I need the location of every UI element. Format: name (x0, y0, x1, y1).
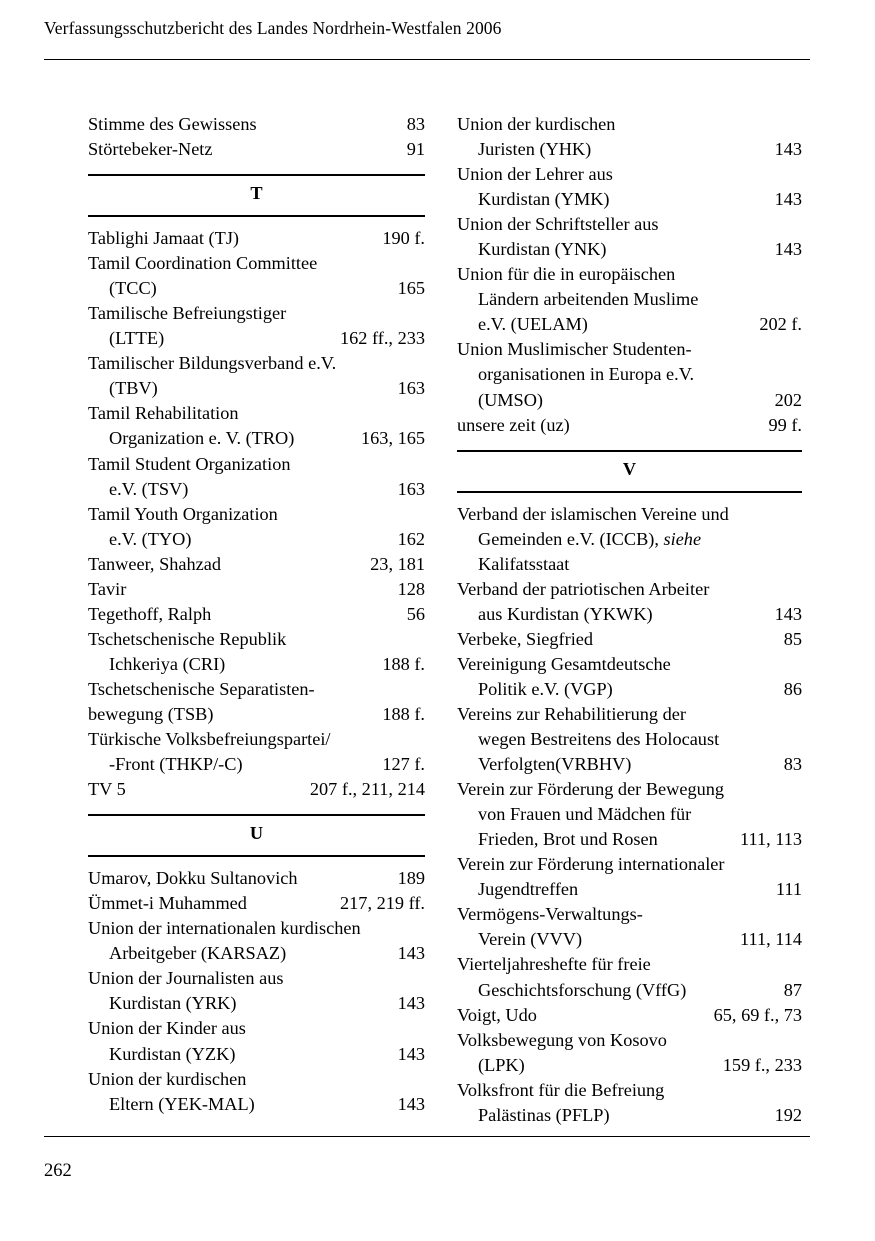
index-entry (457, 777, 802, 852)
index-entry-text: Union der Journalisten aus (88, 968, 284, 989)
index-entry-line (457, 1078, 802, 1103)
index-entry-line (457, 1103, 802, 1128)
index-entry-line (88, 627, 425, 652)
index-entry-line (88, 1092, 425, 1117)
index-page-reference: 162 (397, 528, 425, 549)
index-entry-line (88, 891, 425, 916)
index-entry-line (88, 866, 425, 891)
index-entry-line (457, 1053, 802, 1078)
index-entry-line (88, 602, 425, 627)
index-entry-text: Tschetschenische Separatisten- (88, 678, 315, 699)
index-page-reference: 143 (774, 139, 802, 160)
index-entry-line (457, 287, 802, 312)
index-page-reference: 202 (774, 389, 802, 410)
index-page-reference: 111, 113 (740, 829, 802, 850)
index-entry-line (457, 262, 802, 287)
index-entry-text: Palästinas (PFLP) (478, 1104, 610, 1125)
index-entry-text: Tanweer, Shahzad (88, 553, 222, 574)
index-page-reference: 111 (775, 879, 802, 900)
index-entry-text: Tegethoff, Ralph (88, 603, 212, 624)
index-entry-text: bewegung (TSB) (88, 703, 214, 724)
index-entry-line (88, 226, 425, 251)
index-page-reference: 143 (397, 993, 425, 1014)
index-page-reference: 65, 69 f., 73 (713, 1004, 802, 1025)
index-entry-text: Tamil Youth Organization (88, 503, 278, 524)
index-section-heading (88, 811, 425, 860)
header-divider-rule (44, 59, 810, 60)
index-page-reference: 143 (397, 943, 425, 964)
index-entry-text: Kurdistan (YRK) (109, 993, 237, 1014)
index-entry-text: (TCC) (109, 278, 157, 299)
index-page-reference: 85 (783, 628, 802, 649)
index-entry-line (457, 187, 802, 212)
index-entry (88, 226, 425, 251)
index-entry-line (88, 916, 425, 941)
index-page-reference: 111, 114 (740, 929, 802, 950)
section-rule-bottom (88, 215, 425, 217)
index-entry-line (88, 652, 425, 677)
index-entry-line (88, 752, 425, 777)
index-entry (457, 502, 802, 577)
index-entry-text: Umarov, Dokku Sultanovich (88, 868, 298, 889)
index-entry-text: Union der kurdischen (88, 1068, 247, 1089)
index-page-reference: 162 ff., 233 (340, 328, 425, 349)
index-entry-text: Union der Lehrer aus (457, 164, 613, 185)
section-letter: U (249, 823, 264, 844)
section-rule-bottom (88, 855, 425, 857)
index-entry (88, 966, 425, 1016)
index-entry-line (88, 966, 425, 991)
index-entry-text: Tschetschenische Republik (88, 628, 287, 649)
index-entry-text: Vereins zur Rehabilitierung der (457, 703, 686, 724)
index-entry (88, 401, 425, 451)
index-entry-line (457, 362, 802, 387)
index-page-reference: 87 (783, 979, 802, 1000)
index-entry-text: Eltern (YEK-MAL) (109, 1093, 255, 1114)
index-entry-text: Juristen (YHK) (478, 139, 592, 160)
index-page-reference: 128 (397, 578, 425, 599)
index-entry-line (88, 1016, 425, 1041)
index-page-reference: 143 (774, 239, 802, 260)
index-entry-line (457, 927, 802, 952)
section-rule-top (88, 814, 425, 816)
index-page-reference: 163 (397, 378, 425, 399)
index-entry-line (457, 852, 802, 877)
index-entry-line (88, 1067, 425, 1092)
index-entry-line (457, 827, 802, 852)
index-page-reference: 83 (406, 114, 425, 134)
index-entry (88, 577, 425, 602)
index-entry-line (457, 502, 802, 527)
index-entry-line (457, 237, 802, 262)
index-entry-line (88, 351, 425, 376)
index-entry-text: Tavir (88, 578, 127, 599)
index-entry-line (457, 877, 802, 902)
index-entry-text: Union der internationalen kurdischen (88, 918, 361, 939)
index-entry (457, 1078, 802, 1128)
index-page-reference: 86 (783, 678, 802, 699)
index-page-reference: 23, 181 (370, 553, 425, 574)
index-entry-text: Tamil Student Organization (88, 453, 291, 474)
index-page-reference: 56 (406, 603, 425, 624)
index-entry-text: Verband der patriotischen Arbeiter (457, 578, 710, 599)
index-entry-text: (TBV) (109, 378, 158, 399)
index-entry (88, 727, 425, 777)
index-entry-line (88, 502, 425, 527)
index-entry-text: Verein (VVV) (478, 929, 583, 950)
index-entry-text: Ländern arbeitenden Muslime (478, 289, 699, 310)
index-entry-line (457, 902, 802, 927)
index-entry-text: Kurdistan (YMK) (478, 189, 610, 210)
index-entry-line (457, 212, 802, 237)
index-entry-line (457, 702, 802, 727)
index-entry-line (457, 112, 802, 137)
index-entry-line (88, 702, 425, 727)
index-entry (88, 777, 425, 802)
index-entry-text: TV 5 (88, 779, 126, 800)
section-rule-top (457, 450, 802, 452)
index-page-reference: 190 f. (382, 228, 425, 249)
index-entry-text: Störtebeker-Netz (88, 139, 213, 160)
index-column-left (88, 112, 425, 1117)
index-entry-line (88, 452, 425, 477)
index-entry (88, 891, 425, 916)
index-entry-text: Tamil Rehabilitation (88, 403, 239, 424)
index-entry-line (457, 552, 802, 577)
index-entry-line (88, 251, 425, 276)
index-entry-text: Arbeitgeber (KARSAZ) (109, 943, 287, 964)
index-entry-text: unsere zeit (uz) (457, 414, 570, 435)
section-letter: V (622, 458, 637, 479)
index-entry-line (88, 552, 425, 577)
section-letter: T (250, 183, 263, 204)
index-entry-text: Union der Schriftsteller aus (457, 214, 659, 235)
section-rule-top (88, 174, 425, 176)
index-entry-text: Jugendtreffen (478, 879, 579, 900)
index-entry (88, 251, 425, 301)
index-entry-text: e.V. (UELAM) (478, 314, 588, 335)
index-entry-line (457, 577, 802, 602)
index-entry (88, 502, 425, 552)
index-entry-text: Tamil Coordination Committee (88, 253, 318, 274)
index-entry-line (88, 112, 425, 137)
index-entry-line (457, 677, 802, 702)
index-entry-text: Union der Kinder aus (88, 1018, 246, 1039)
index-entry (457, 413, 802, 438)
index-entry-text: Verein zur Förderung internationaler (457, 854, 725, 875)
index-entry-text: Ichkeriya (CRI) (109, 653, 226, 674)
index-entry-line (457, 727, 802, 752)
index-entry-line (88, 426, 425, 451)
index-entry-line (457, 777, 802, 802)
index-entry-line (457, 137, 802, 162)
index-entry-line (88, 276, 425, 301)
index-entry (457, 902, 802, 952)
index-page-reference: 207 f., 211, 214 (309, 779, 425, 800)
index-entry-line (88, 941, 425, 966)
index-entry-text: organisationen in Europa e.V. (478, 364, 695, 385)
index-entry (88, 677, 425, 727)
index-entry (88, 866, 425, 891)
index-entry-text: Frieden, Brot und Rosen (478, 829, 658, 850)
index-section-heading (88, 171, 425, 220)
index-page-reference: 99 f. (768, 414, 802, 435)
index-entry-text: Vierteljahreshefte für freie (457, 954, 651, 975)
index-entry (457, 627, 802, 652)
index-entry-text: Verfolgten(VRBHV) (478, 754, 632, 775)
index-entry (457, 852, 802, 902)
index-entry-text: Ümmet-i Muhammed (88, 893, 247, 914)
section-rule-bottom (457, 491, 802, 493)
index-entry (457, 952, 802, 1002)
index-page-reference: 192 (774, 1104, 802, 1125)
index-page-reference: 188 f. (382, 703, 425, 724)
index-entry-line (88, 727, 425, 752)
index-entry-line (88, 376, 425, 401)
index-entry-line (88, 991, 425, 1016)
index-entry-text: Voigt, Udo (457, 1004, 537, 1025)
index-entry-line (457, 652, 802, 677)
index-entry (457, 337, 802, 412)
index-entry-line (457, 1028, 802, 1053)
index-entry-line (457, 162, 802, 187)
index-page-reference: 188 f. (382, 653, 425, 674)
index-entry-text: Organization e. V. (TRO) (109, 428, 295, 449)
index-entry-line (88, 577, 425, 602)
index-entry (88, 627, 425, 677)
footer-divider-rule (44, 1136, 810, 1137)
index-entry-line (457, 312, 802, 337)
index-entry-line (88, 326, 425, 351)
index-entry-line (457, 602, 802, 627)
index-entry-line (457, 413, 802, 438)
index-page-reference: 143 (397, 1093, 425, 1114)
index-entry-text: Union für die in europäischen (457, 264, 676, 285)
index-entry-text: Tablighi Jamaat (TJ) (88, 228, 240, 249)
index-entry (457, 262, 802, 337)
index-entry (457, 162, 802, 212)
index-entry-text: Union der kurdischen (457, 114, 616, 134)
index-entry-text: -Front (THKP/-C) (109, 754, 243, 775)
index-entry (457, 112, 802, 162)
index-entry-line (457, 802, 802, 827)
index-section-heading (457, 447, 802, 496)
index-entry-line (457, 388, 802, 413)
index-entry-line (88, 301, 425, 326)
index-entry-text: Verbeke, Siegfried (457, 628, 594, 649)
index-entry-line (88, 477, 425, 502)
index-entry-text: Türkische Volksbefreiungspartei/ (88, 729, 331, 750)
index-entry-text: wegen Bestreitens des Holocaust (478, 729, 720, 750)
index-entry (457, 1028, 802, 1078)
index-entry (88, 351, 425, 401)
index-entry-line (457, 978, 802, 1003)
index-entry-text: Vereinigung Gesamtdeutsche (457, 653, 671, 674)
index-entry-text: von Frauen und Mädchen für (478, 804, 692, 825)
index-entry-text: Volksfront für die Befreiung (457, 1079, 665, 1100)
index-entry-line (88, 777, 425, 802)
index-page-reference: 91 (406, 139, 425, 160)
index-entry (88, 1016, 425, 1066)
index-entry-line (457, 752, 802, 777)
index-page-reference: 159 f., 233 (722, 1054, 802, 1075)
index-entry-line (88, 401, 425, 426)
index-entry-line (88, 137, 425, 162)
index-entry-line (457, 527, 802, 552)
index-entry-text: e.V. (TYO) (109, 528, 192, 549)
index-page-reference: 163 (397, 478, 425, 499)
running-header-title: Verfassungsschutzbericht des Landes Nordrhein-Westfalen 2006 (44, 18, 502, 38)
index-cross-reference-label: siehe (663, 528, 702, 549)
index-page-reference: 143 (397, 1043, 425, 1064)
index-entry (457, 1003, 802, 1028)
index-entry-text: Vermögens-Verwaltungs- (457, 904, 643, 925)
index-entry (457, 577, 802, 627)
index-entry (457, 212, 802, 262)
index-page-reference: 127 f. (382, 754, 425, 775)
index-entry-text: Geschichtsforschung (VffG) (478, 979, 687, 1000)
index-entry-text: (LTTE) (109, 328, 165, 349)
index-entry-text: Union Muslimischer Studenten- (457, 339, 692, 360)
index-entry-text: Verein zur Förderung der Bewegung (457, 779, 725, 800)
index-entry-line (88, 1042, 425, 1067)
index-entry (88, 301, 425, 351)
index-page-reference: 202 f. (759, 314, 802, 335)
index-entry (457, 702, 802, 777)
index-entry-text: e.V. (TSV) (109, 478, 189, 499)
index-column-right (457, 112, 802, 1128)
index-entry-text: Kurdistan (YNK) (478, 239, 607, 260)
index-entry-text: Verband der islamischen Vereine und (457, 503, 729, 524)
index-entry-text: (LPK) (478, 1054, 525, 1075)
index-entry-text: Kalifatsstaat (478, 553, 570, 574)
index-page-reference: 165 (397, 278, 425, 299)
index-entry-text: Tamilischer Bildungsverband e.V. (88, 353, 337, 374)
index-entry (88, 552, 425, 577)
index-page-reference: 143 (774, 189, 802, 210)
index-entry-line (457, 627, 802, 652)
index-entry (88, 916, 425, 966)
index-entry (88, 112, 425, 162)
index-page-reference: 83 (783, 754, 802, 775)
index-entry-text: (UMSO) (478, 389, 544, 410)
index-entry-text: Gemeinden e.V. (ICCB), (478, 528, 664, 549)
index-entry (88, 1067, 425, 1117)
index-entry-text: Stimme des Gewissens (88, 114, 257, 134)
index-entry-text: aus Kurdistan (YKWK) (478, 603, 653, 624)
index-entry-line (457, 952, 802, 977)
page-number: 262 (44, 1161, 72, 1181)
index-page-reference: 189 (397, 868, 425, 889)
index-entry-line (88, 527, 425, 552)
index-page-reference: 143 (774, 603, 802, 624)
index-entry (88, 452, 425, 502)
index-entry (88, 602, 425, 627)
index-page-reference: 163, 165 (361, 428, 425, 449)
index-entry-text: Volksbewegung von Kosovo (457, 1029, 667, 1050)
index-entry-text: Tamilische Befreiungstiger (88, 303, 287, 324)
index-entry-text: Kurdistan (YZK) (109, 1043, 236, 1064)
index-entry-line (457, 1003, 802, 1028)
index-entry-text: Politik e.V. (VGP) (478, 678, 613, 699)
index-entry-line (457, 337, 802, 362)
index-entry-line (88, 677, 425, 702)
index-page-reference: 217, 219 ff. (340, 893, 425, 914)
index-entry (457, 652, 802, 702)
